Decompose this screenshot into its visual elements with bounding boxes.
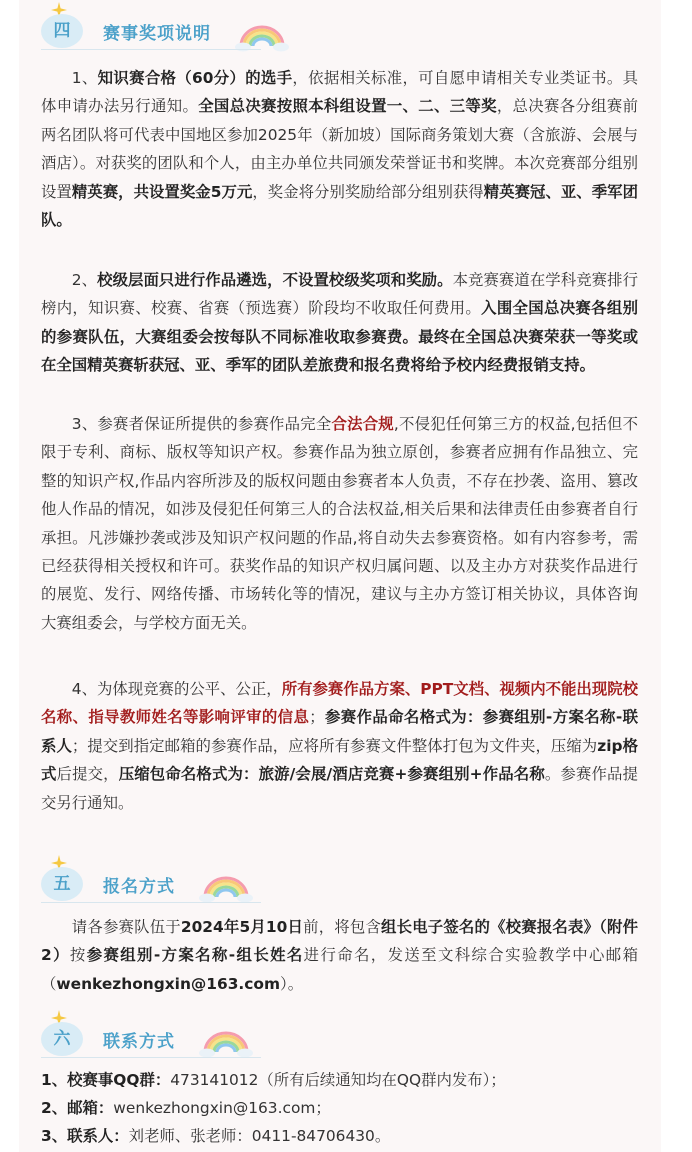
section-header [19, 0, 661, 50]
rainbow-icon [235, 22, 289, 52]
section-number-badge [41, 14, 83, 48]
section-title: 赛事奖项说明 [103, 24, 211, 44]
article-body [19, 0, 661, 1152]
contact-qq-group: 1、校赛事QQ群：473141012（所有后续通知均在QQ群内发布）； [41, 1071, 506, 1089]
section-divider [41, 49, 261, 50]
awards-paragraph-1: 1、知识赛合格（60分）的选手，依据相关标准，可自愿申请相关专业类证书。具体申请办法另行通知。全国总决赛按照本科组设置一、二、三等奖，总决赛各分组赛前两名团队将可代表中国地区参加2025年（新加坡）国际商务策划大赛（含旅游、会展与酒店）。对获奖的团队和个人，由主办单位共同颁发荣誉证书和奖牌。本次竞赛部分组别设置精英赛，共设置奖金5万元，奖金将分别奖励给部分组别获得精英赛冠、亚、季军团队。 [41, 69, 638, 230]
contact-person: 3、联系人：刘老师、张老师：0411-84706430。 [41, 1127, 391, 1145]
section-contact [19, 1008, 661, 1145]
section-title: 报名方式 [103, 877, 175, 897]
awards-paragraph-4: 4、为体现竞赛的公平、公正，所有参赛作品方案、PPT文档、视频内不能出现院校名称、指导教师姓名等影响评审的信息；参赛作品命名格式为：参赛组别-方案名称-联系人；提交到指定邮箱的参赛作品，应将所有参赛文件整体打包为文件夹，压缩为zip格式后提交，压缩包命名格式为：旅游/会展/酒店竞赛+参赛组别+作品名称。参赛作品提交另行通知。 [41, 680, 639, 812]
contact-email: 2、邮箱：wenkezhongxin@163.com； [41, 1099, 331, 1117]
section-number: 六 [53, 1029, 71, 1049]
rainbow-icon [199, 1028, 253, 1058]
awards-paragraph-2: 2、校级层面只进行作品遴选，不设置校级奖项和奖励。本竞赛赛道在学科竞赛排行榜内，知识赛、校赛、省赛（预选赛）阶段均不收取任何费用。入围全国总决赛各组别的参赛队伍，大赛组委会按每队不同标准收取参赛费。最终在全国总决赛荣获一等奖或在全国精英赛斩获冠、亚、季军的团队差旅费和报名费将给予校内经费报销支持。 [41, 271, 638, 375]
section-number-badge [41, 867, 83, 901]
rainbow-icon [199, 873, 253, 903]
email-link[interactable]: wenkezhongxin@163.com [56, 974, 280, 993]
contact-email-link[interactable]: wenkezhongxin@163.com； [113, 1099, 331, 1117]
section-number: 四 [53, 21, 71, 41]
section-header [19, 1008, 661, 1058]
section-divider [41, 1057, 261, 1058]
section-header [19, 853, 661, 903]
registration-paragraph: 请各参赛队伍于2024年5月10日前，将包含组长电子签名的《校赛报名表》（附件2）按参赛组别-方案名称-组长姓名进行命名，发送至文科综合实验教学中心邮箱（wenkezhongxin@163.com）。 [41, 918, 638, 993]
section-number: 五 [53, 874, 71, 894]
section-awards [19, 0, 661, 812]
section-divider [41, 902, 261, 903]
section-registration [19, 853, 661, 993]
section-number-badge [41, 1022, 83, 1056]
section-title: 联系方式 [103, 1032, 175, 1052]
awards-paragraph-3: 3、参赛者保证所提供的参赛作品完全合法合规,不侵犯任何第三方的权益,包括但不限于专利、商标、版权等知识产权。参赛作品为独立原创，参赛者应拥有作品独立、完整的知识产权,作品内容所涉及的版权问题由参赛者本人负责，不存在抄袭、盗用、篡改他人作品的情况，如涉及侵犯任何第三人的合法权益,相关后果和法律责任由参赛者自行承担。凡涉嫌抄袭或涉及知识产权问题的作品,将自动失去参赛资格。如有内容参考，需已经获得相关授权和许可。获奖作品的知识产权归属问题、以及主办方对获奖作品进行的展览、发行、网络传播、市场转化等的情况，建议与主办方签订相关协议，具体咨询大赛组委会，与学校方面无关。 [41, 415, 638, 632]
